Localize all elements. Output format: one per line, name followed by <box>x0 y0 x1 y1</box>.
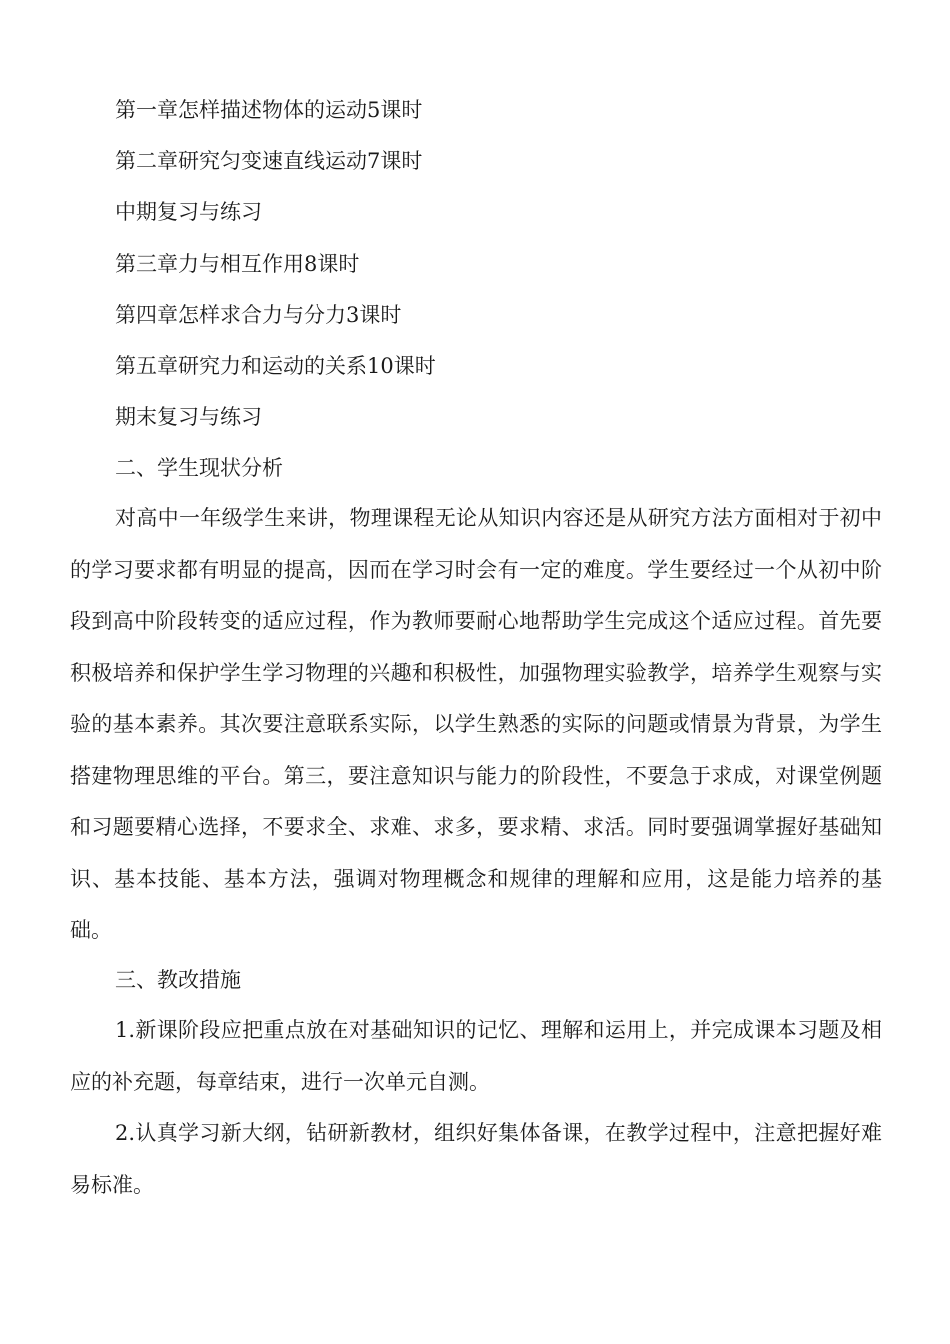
student-analysis-paragraph: 对高中一年级学生来讲，物理课程无论从知识内容还是从研究方法方面相对于初中的学习要求都有明显的提高，因而在学习时会有一定的难度。学生要经过一个从初中阶段到高中阶段转变的适应过程，作为教师要耐心地帮助学生完成这个适应过程。首先要积极培养和保护学生学习物理的兴趣和积极性，加强物理实验教学，培养学生观察与实验的基本素养。其次要注意联系实际，以学生熟悉的实际的问题或情景为背景，为学生搭建物理思维的平台。第三，要注意知识与能力的阶段性，不要急于求成，对课堂例题和习题要精心选择，不要求全、求难、求多，要求精、求活。同时要强调掌握好基础知识、基本技能、基本方法，强调对物理概念和规律的理解和应用，这是能力培养的基础。 <box>70 506 882 942</box>
reform-measure-1: 1.新课阶段应把重点放在对基础知识的记忆、理解和运用上，并完成课本习题及相应的补充题，每章结束，进行一次单元自测。 <box>70 1018 882 1094</box>
schedule-item-chapter-1: 第一章怎样描述物体的运动5课时 <box>115 98 423 122</box>
schedule-item-chapter-4: 第四章怎样求合力与分力3课时 <box>115 303 402 327</box>
schedule-item-final-review: 期末复习与练习 <box>115 405 262 429</box>
schedule-item-chapter-3: 第三章力与相互作用8课时 <box>115 252 360 276</box>
schedule-item-chapter-2: 第二章研究匀变速直线运动7课时 <box>115 149 423 173</box>
reform-measure-2: 2.认真学习新大纲，钻研新教材，组织好集体备课，在教学过程中，注意把握好难易标准。 <box>70 1121 882 1197</box>
schedule-item-chapter-5: 第五章研究力和运动的关系10课时 <box>115 354 436 378</box>
section-heading-teaching-reform: 三、教改措施 <box>115 968 241 992</box>
section-heading-student-analysis: 二、学生现状分析 <box>115 456 283 480</box>
schedule-item-midterm-review: 中期复习与练习 <box>115 200 262 224</box>
